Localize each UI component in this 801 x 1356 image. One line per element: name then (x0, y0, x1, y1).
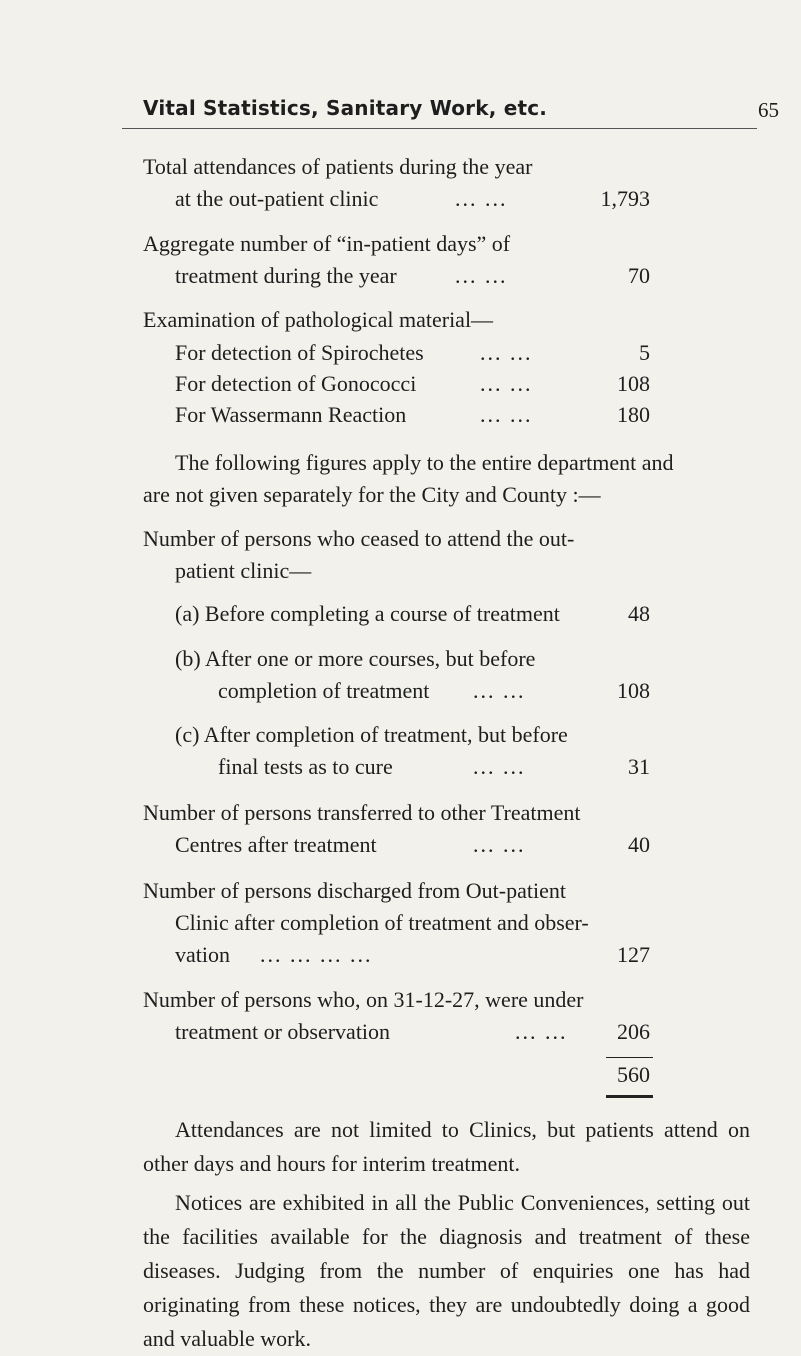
pathology-value: 5 (639, 340, 650, 365)
sum-rule (606, 1057, 653, 1058)
paragraph-notices: Notices are exhibited in all the Public Conveniences, setting out the facilities available for the diagnosis and treatment of these diseases. Judging from the number of enquiries one has had originating from these notices, they are undoubtedly doing a good and valuable work. (143, 1190, 750, 1351)
ceased-c-value: 31 (628, 754, 650, 779)
paragraph-attendances: Attendances are not limited to Clinics, but patients attend on other days and hours for interim treatment. (143, 1117, 750, 1176)
header-rule (122, 128, 757, 129)
aggregate-inpatient-value: 70 (628, 263, 650, 288)
page-header (0, 96, 801, 136)
ceased-b-label: completion of treatment (218, 678, 430, 703)
discharged-value: 127 (617, 942, 650, 967)
pathology-row-spirochetes (175, 340, 650, 366)
total-attendances-line-1: Total attendances of patients during the year (143, 154, 533, 179)
ceased-c-label: final tests as to cure (218, 754, 393, 779)
total-attendances-row (175, 186, 650, 212)
leader-dots: ... ... (480, 340, 533, 365)
pathology-label: For detection of Gonococci (175, 371, 417, 396)
total-attendances-value: 1,793 (600, 186, 650, 211)
discharged-line-1: Number of persons discharged from Out-patient (143, 878, 566, 903)
aggregate-inpatient-line-1: Aggregate number of “in-patient days” of (143, 231, 511, 256)
leader-dots: ... ... (515, 1019, 568, 1044)
pathology-value: 108 (617, 371, 650, 396)
page-number: 65 (758, 98, 779, 122)
ceased-a-label: (a) Before completing a course of treatment (175, 601, 560, 626)
total-row (560, 1062, 650, 1088)
leader-dots: ... ... (455, 263, 508, 288)
transferred-line-1: Number of persons transferred to other Treatment (143, 800, 581, 825)
leader-dots: ... ... ... ... (260, 942, 373, 967)
leader-dots: ... ... (480, 402, 533, 427)
ceased-line-1: Number of persons who ceased to attend the out- (143, 526, 575, 551)
pathology-row-wassermann (175, 402, 650, 428)
pathology-label: For detection of Spirochetes (175, 340, 424, 365)
ceased-row-a (175, 601, 650, 627)
pathology-row-gonococci (175, 371, 650, 397)
ceased-row-b (218, 678, 650, 704)
leader-dots: ... ... (473, 678, 526, 703)
under-treatment-label: treatment or observation (175, 1019, 391, 1044)
total-value: 560 (617, 1062, 650, 1087)
leader-dots: ... ... (473, 754, 526, 779)
transferred-row (175, 832, 650, 858)
discharged-row (175, 942, 650, 968)
ceased-b-line-1: (b) After one or more courses, but before (175, 646, 536, 671)
discharged-line-2: Clinic after completion of treatment and obser- (175, 910, 589, 935)
pathology-value: 180 (617, 402, 650, 427)
under-treatment-row (175, 1019, 650, 1045)
intro-line-1: The following figures apply to the entire department and (175, 450, 674, 475)
intro-line-2: are not given separately for the City and County :— (143, 482, 601, 507)
under-treatment-value: 206 (617, 1019, 650, 1044)
ceased-c-line-1: (c) After completion of treatment, but before (175, 722, 568, 747)
running-title: Vital Statistics, Sanitary Work, etc. (143, 96, 548, 120)
pathology-label: For Wassermann Reaction (175, 402, 407, 427)
pathological-heading: Examination of pathological material— (143, 307, 494, 332)
leader-dots: ... ... (473, 832, 526, 857)
ceased-row-c (218, 754, 650, 780)
leader-dots: ... ... (480, 371, 533, 396)
under-treatment-line-1: Number of persons who, on 31-12-27, were under (143, 987, 584, 1012)
ceased-a-value: 48 (628, 601, 650, 626)
aggregate-inpatient-label: treatment during the year (175, 263, 397, 288)
total-attendances-label: at the out-patient clinic (175, 186, 379, 211)
double-rule (606, 1095, 653, 1098)
transferred-label: Centres after treatment (175, 832, 377, 857)
ceased-b-value: 108 (617, 678, 650, 703)
transferred-value: 40 (628, 832, 650, 857)
discharged-label: vation (175, 942, 230, 967)
leader-dots: ... ... (455, 186, 508, 211)
aggregate-inpatient-row (175, 263, 650, 289)
ceased-line-2: patient clinic— (175, 558, 312, 583)
